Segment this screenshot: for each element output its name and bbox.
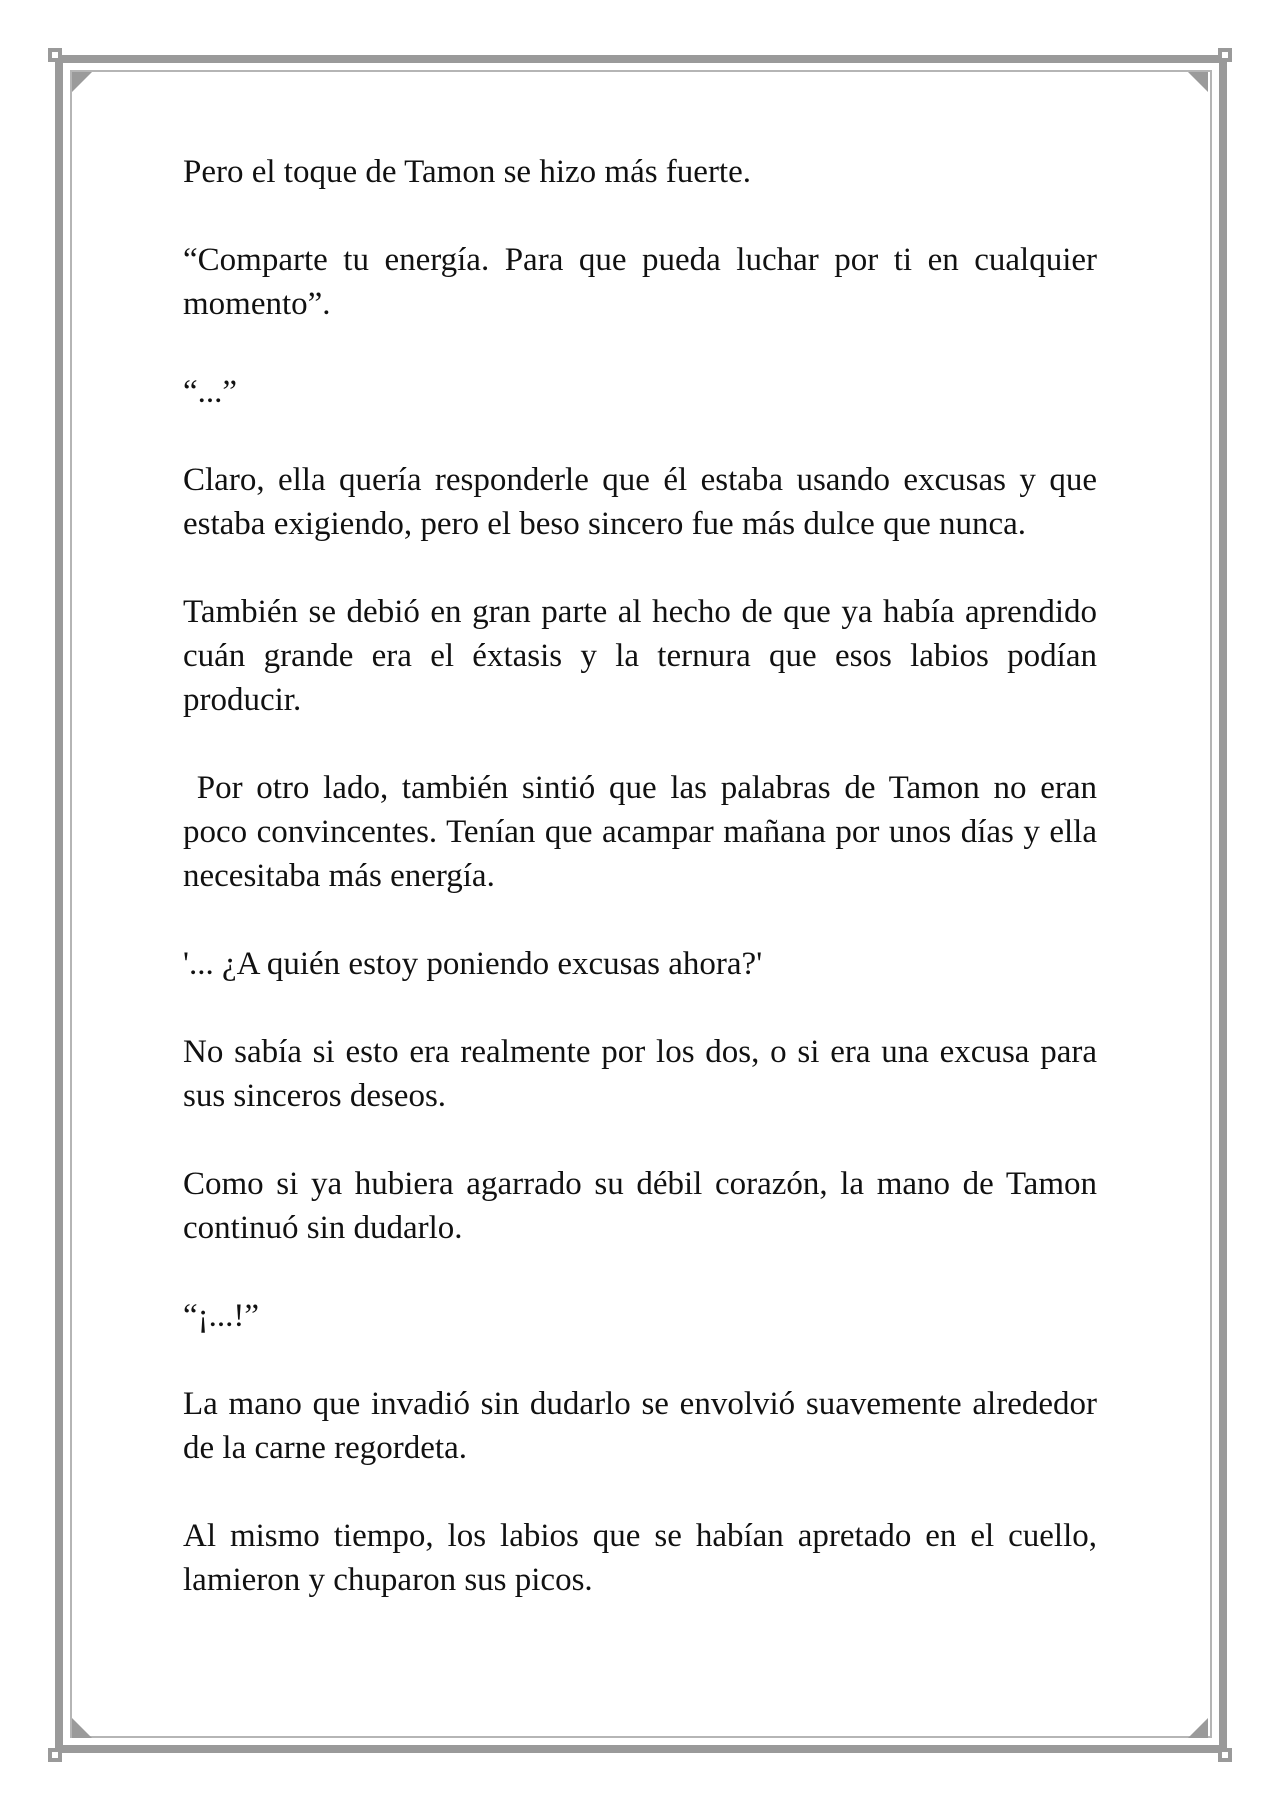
paragraph: “...”	[183, 374, 238, 410]
paragraph: Como si ya hubiera agarrado su débil corazón, la mano de Tamon continuó sin dudarlo.	[183, 1166, 1097, 1246]
corner-ornament-top-right	[1218, 48, 1232, 62]
corner-ornament-bottom-right	[1218, 1748, 1232, 1762]
corner-ornament-top-left	[48, 48, 62, 62]
corner-triangle-bottom-right	[1188, 1718, 1208, 1738]
document-body	[183, 150, 1106, 1646]
paragraph: “Comparte tu energía. Para que pueda luchar por ti en cualquier momento”.	[183, 242, 1097, 322]
corner-triangle-top-right	[1188, 72, 1208, 92]
paragraph: Pero el toque de Tamon se hizo más fuerte.	[183, 154, 751, 190]
paragraph: La mano que invadió sin dudarlo se envolvió suavemente alrededor de la carne regordeta.	[183, 1386, 1097, 1466]
paragraph: Por otro lado, también sintió que las palabras de Tamon no eran poco convincentes. Tenían que acampar mañana por unos días y ella necesitaba más energía.	[183, 770, 1106, 894]
corner-triangle-top-left	[72, 72, 92, 92]
paragraph: Al mismo tiempo, los labios que se habían apretado en el cuello, lamieron y chuparon sus picos.	[183, 1518, 1097, 1598]
paragraph: No sabía si esto era realmente por los dos, o si era una excusa para sus sinceros deseos.	[183, 1034, 1097, 1114]
corner-ornament-bottom-left	[48, 1748, 62, 1762]
paragraph: “¡...!”	[183, 1298, 260, 1334]
paragraph: Claro, ella quería responderle que él estaba usando excusas y que estaba exigiendo, pero el beso sincero fue más dulce que nunca.	[183, 462, 1097, 542]
paragraph: '... ¿A quién estoy poniendo excusas ahora?'	[183, 946, 763, 982]
corner-triangle-bottom-left	[72, 1718, 92, 1738]
paragraph: También se debió en gran parte al hecho de que ya había aprendido cuán grande era el éxtasis y la ternura que esos labios podían producir.	[183, 594, 1097, 718]
